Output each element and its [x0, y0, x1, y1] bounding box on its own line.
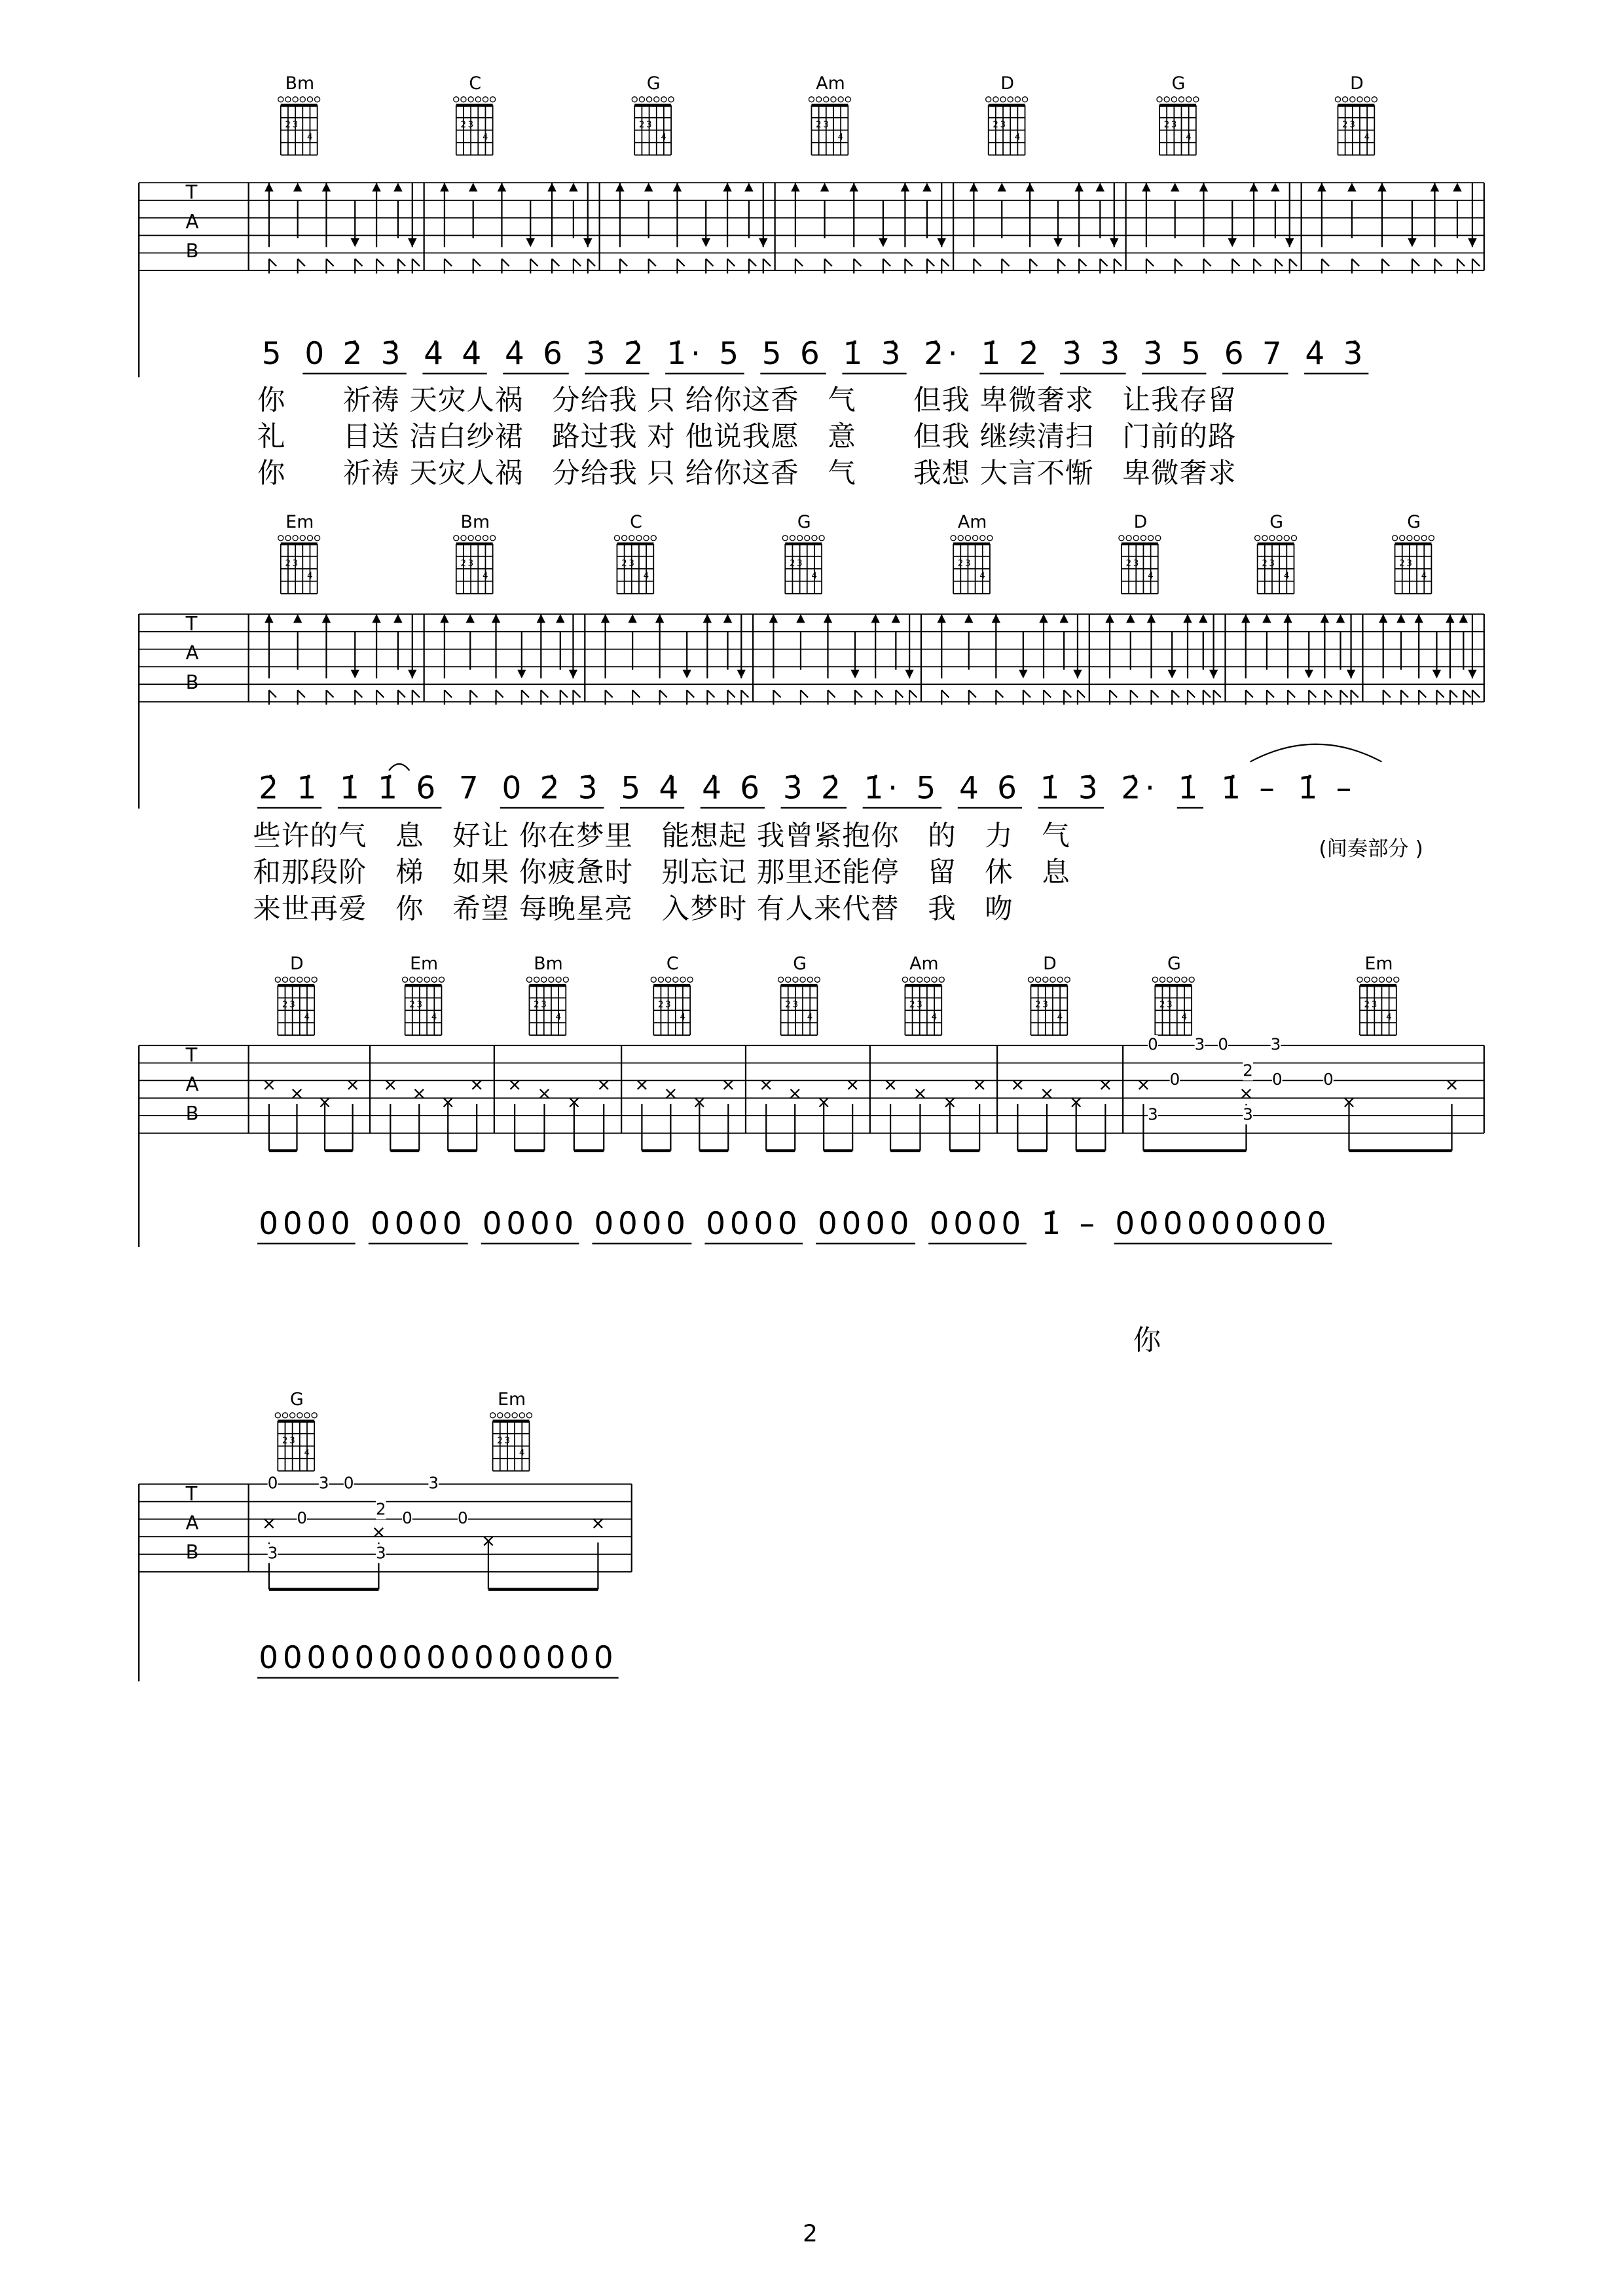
note-group: 1̇ 3̇	[1038, 771, 1103, 809]
note-group: 5 6	[761, 337, 826, 374]
svg-text:2: 2	[789, 558, 795, 569]
fret-number: 0	[267, 1474, 278, 1493]
fret-number: 0	[1148, 1035, 1158, 1055]
chord-name: C	[630, 511, 642, 532]
svg-text:3: 3	[823, 120, 829, 130]
chord-name: G	[646, 73, 661, 94]
chord-name: G	[797, 511, 811, 532]
svg-text:4: 4	[811, 571, 817, 581]
svg-text:4: 4	[680, 1012, 686, 1023]
chord-name: Em	[1364, 953, 1393, 974]
tab-clef-letter: B	[185, 241, 199, 263]
interlude-label: (间奏部分 )	[1319, 837, 1423, 862]
lyric-line: 你	[1133, 1324, 1162, 1357]
svg-text:3: 3	[467, 558, 474, 569]
note-group: 2̇ 1̇	[257, 771, 322, 809]
svg-text:2: 2	[1399, 558, 1405, 569]
svg-text:4: 4	[1148, 571, 1154, 581]
tab-clef-letter: B	[185, 1104, 199, 1126]
fret-number: 0	[1218, 1035, 1228, 1055]
chord-name: D	[1133, 511, 1148, 532]
tab-clef-letter: T	[185, 183, 198, 205]
svg-text:4: 4	[1186, 132, 1192, 143]
note-group: 0000	[369, 1206, 468, 1244]
note-group: 0 2̇ 3̇	[303, 337, 406, 374]
svg-text:4: 4	[807, 1012, 813, 1023]
note-group: 2̇·	[1121, 770, 1159, 806]
note-group: 000000000	[1114, 1206, 1332, 1244]
note-group: 4̇ 6	[503, 337, 568, 374]
svg-text:4: 4	[1014, 132, 1021, 143]
svg-text:2: 2	[534, 1000, 539, 1010]
svg-text:3: 3	[541, 1000, 547, 1010]
fret-number: 2	[375, 1500, 386, 1520]
svg-text:3: 3	[1042, 1000, 1048, 1010]
tab-clef-letter: A	[185, 1513, 199, 1535]
note-group: 3̇ 2̇	[584, 337, 649, 374]
tab-clef-letter: T	[185, 1484, 198, 1506]
chord-name: D	[1000, 73, 1015, 94]
note-group: 1̇· 5	[862, 771, 941, 809]
chord-name: C	[469, 73, 482, 94]
note-group: 4̇ 6	[701, 771, 765, 809]
svg-text:4: 4	[1057, 1012, 1063, 1023]
chord-name: G	[1407, 511, 1421, 532]
tab-clef-letter: T	[185, 1045, 198, 1068]
svg-text:4: 4	[1283, 571, 1290, 581]
svg-text:2: 2	[460, 558, 467, 569]
chord-name: G	[1269, 511, 1284, 532]
lyric-line: 和那段阶 梯 如果 你疲惫时 别忘记 那里还能停 留 休 息	[253, 856, 1070, 889]
svg-text:3: 3	[1269, 558, 1275, 569]
svg-text:2: 2	[460, 120, 467, 130]
svg-text:2: 2	[638, 120, 645, 130]
fret-number: 0	[1323, 1070, 1334, 1089]
note-group: 000000000000000	[257, 1641, 619, 1679]
note-group: 0000	[704, 1206, 803, 1244]
svg-text:3: 3	[1000, 120, 1006, 130]
note-group: 1̇	[1176, 771, 1203, 809]
svg-text:3: 3	[292, 120, 299, 130]
svg-text:3: 3	[292, 558, 299, 569]
chord-name: Am	[816, 73, 845, 94]
fret-number: 3	[375, 1544, 386, 1563]
note-group: 1̇ 1̇ 6	[338, 771, 441, 809]
chord-name: Am	[957, 511, 987, 532]
svg-text:2: 2	[816, 120, 822, 130]
tab-clef-letter: A	[185, 211, 199, 234]
note-group: 4̇ 3̇	[1304, 337, 1368, 374]
svg-text:2: 2	[621, 558, 627, 569]
fret-number: 0	[297, 1508, 307, 1528]
svg-text:3: 3	[646, 120, 652, 130]
svg-text:3: 3	[1171, 120, 1177, 130]
svg-text:2: 2	[282, 1436, 288, 1446]
chord-name: G	[1171, 73, 1186, 94]
svg-text:3: 3	[504, 1436, 511, 1446]
svg-text:2: 2	[285, 558, 291, 569]
svg-text:4: 4	[555, 1012, 562, 1023]
svg-text:3: 3	[289, 1000, 295, 1010]
note-group: 7	[458, 770, 483, 806]
note-group: 0 2̇ 3̇	[500, 771, 603, 809]
fret-number: 0	[1169, 1070, 1180, 1089]
svg-text:4: 4	[1181, 1012, 1188, 1023]
svg-text:2: 2	[993, 120, 998, 130]
chord-name: Bm	[285, 73, 315, 94]
chord-name: D	[1043, 953, 1057, 974]
note-group: 5	[261, 336, 286, 372]
chord-name: D	[290, 953, 304, 974]
lyric-line: 你 祈祷 天灾人祸 分给我 只 给你这香 气 但我 卑微奢求 让我存留	[257, 384, 1237, 417]
svg-text:4: 4	[837, 132, 844, 143]
lyric-line: 来世再爱 你 希望 每晚星亮 入梦时 有人来代替 我 吻	[253, 893, 1013, 926]
note-group: 4̇ 4̇	[422, 337, 487, 374]
lyric-line: 你 祈祷 天灾人祸 分给我 只 给你这香 气 我想 大言不惭 卑微奢求	[257, 458, 1237, 490]
svg-text:2: 2	[785, 1000, 791, 1010]
note-group: 1̇ –	[1298, 770, 1356, 806]
note-group: 1̇ –	[1221, 770, 1279, 806]
chord-name: Em	[410, 953, 439, 974]
svg-text:4: 4	[304, 1012, 310, 1023]
svg-text:3: 3	[1167, 1000, 1173, 1010]
chord-name: Bm	[460, 511, 490, 532]
svg-text:4: 4	[482, 571, 488, 581]
chord-name: G	[289, 1389, 304, 1410]
lyric-line: 礼 目送 洁白纱裙 路过我 对 他说我愿 意 但我 继续清扫 门前的路	[257, 421, 1237, 454]
svg-text:4: 4	[1364, 132, 1370, 143]
chord-name: G	[793, 953, 807, 974]
svg-text:4: 4	[519, 1448, 525, 1459]
svg-text:4: 4	[1386, 1012, 1392, 1023]
svg-text:4: 4	[643, 571, 649, 581]
fret-number: 0	[458, 1508, 468, 1528]
fret-number: 3	[428, 1474, 439, 1493]
note-group: 4 6	[958, 771, 1023, 809]
fret-number: 3	[1194, 1035, 1205, 1055]
page-number: 2	[803, 2219, 818, 2248]
svg-text:4: 4	[1421, 571, 1427, 581]
svg-text:3: 3	[416, 1000, 423, 1010]
svg-text:2: 2	[1262, 558, 1267, 569]
note-group: 5 4̇	[619, 771, 684, 809]
svg-text:2: 2	[1342, 120, 1348, 130]
svg-text:3: 3	[797, 558, 803, 569]
svg-text:4: 4	[306, 132, 313, 143]
svg-text:2: 2	[1163, 120, 1170, 130]
tab-clef-letter: B	[185, 1542, 199, 1565]
svg-text:2: 2	[285, 120, 291, 130]
note-group: 1̇ 3̇	[841, 337, 906, 374]
chord-name: C	[666, 953, 679, 974]
svg-text:2: 2	[497, 1436, 503, 1446]
note-group: 1̇ –	[1041, 1206, 1099, 1242]
note-group: 3̇ 5	[1142, 337, 1207, 374]
chord-name: Em	[498, 1389, 526, 1410]
svg-text:2: 2	[1035, 1000, 1041, 1010]
svg-text:2: 2	[409, 1000, 415, 1010]
chord-name: Am	[909, 953, 939, 974]
note-group: 1̇ 2̇	[979, 337, 1044, 374]
chord-name: Bm	[534, 953, 563, 974]
note-group: 0000	[928, 1206, 1027, 1244]
svg-text:3: 3	[289, 1436, 295, 1446]
svg-text:3: 3	[1406, 558, 1412, 569]
svg-text:4: 4	[979, 571, 985, 581]
note-group: 3̇ 3̇	[1061, 337, 1125, 374]
svg-text:4: 4	[304, 1448, 310, 1459]
note-group: 0000	[481, 1206, 580, 1244]
tab-clef-letter: B	[185, 672, 199, 695]
chord-name: G	[1167, 953, 1181, 974]
svg-text:4: 4	[931, 1012, 938, 1023]
svg-text:3: 3	[629, 558, 634, 569]
tab-clef-letter: T	[185, 613, 198, 636]
svg-text:3: 3	[1133, 558, 1139, 569]
svg-text:3: 3	[467, 120, 474, 130]
svg-text:2: 2	[957, 558, 964, 569]
svg-text:4: 4	[661, 132, 666, 143]
fret-number: 3	[1148, 1105, 1158, 1125]
note-group: 0000	[593, 1206, 691, 1244]
tab-clef-letter: A	[185, 1074, 199, 1097]
fret-number: 0	[1271, 1070, 1283, 1089]
fret-number: 3	[1243, 1105, 1253, 1125]
note-group: 0000	[257, 1206, 356, 1244]
lyric-line: 些许的气 息 好让 你在梦里 能想起 我曾紧抱你 的 力 气	[253, 820, 1070, 853]
svg-text:2: 2	[909, 1000, 915, 1010]
chord-name: D	[1350, 73, 1364, 94]
svg-text:2: 2	[657, 1000, 664, 1010]
note-group: 6 7	[1222, 337, 1287, 374]
svg-text:2: 2	[1125, 558, 1132, 569]
svg-text:2: 2	[282, 1000, 288, 1010]
svg-text:2: 2	[1159, 1000, 1165, 1010]
fret-number: 0	[343, 1474, 354, 1493]
svg-text:3: 3	[917, 1000, 922, 1010]
svg-text:4: 4	[482, 132, 488, 143]
svg-text:3: 3	[792, 1000, 798, 1010]
fret-number: 3	[1270, 1035, 1281, 1055]
note-group: 3̇ 2̇	[782, 771, 847, 809]
svg-text:3: 3	[1349, 120, 1355, 130]
fret-number: 2	[1243, 1061, 1253, 1081]
svg-text:2: 2	[1364, 1000, 1370, 1010]
svg-text:4: 4	[431, 1012, 437, 1023]
note-group: 2̇·	[924, 336, 962, 372]
svg-text:3: 3	[1371, 1000, 1377, 1010]
chord-name: Em	[285, 511, 314, 532]
fret-number: 3	[318, 1474, 329, 1493]
note-group: 1̇· 5	[665, 337, 744, 374]
fret-number: 3	[267, 1544, 278, 1563]
fret-number: 0	[402, 1508, 412, 1528]
note-group: 0000	[816, 1206, 915, 1244]
tab-clef-letter: A	[185, 643, 199, 666]
svg-text:3: 3	[964, 558, 971, 569]
svg-text:3: 3	[665, 1000, 671, 1010]
svg-text:4: 4	[306, 571, 313, 581]
